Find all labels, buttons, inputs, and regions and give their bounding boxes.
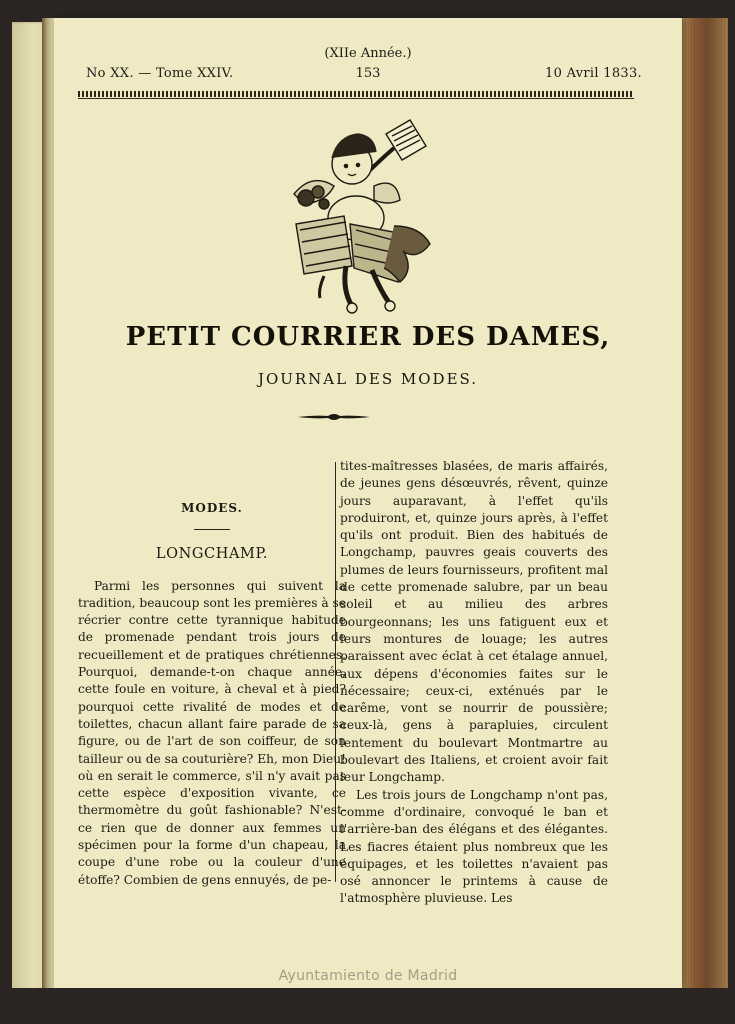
issue-date: 10 Avril 1833. <box>545 66 642 81</box>
header-rule-dotted <box>78 91 634 97</box>
article-paragraph: Les trois jours de Longchamp n'ont pas, comme d'ordinaire, convoqué le ban et l'arrière-ban des élégans et des élégantes. Les fiacres étaient plus nombreux que les équipages, et les toilettes n'avaient pas osé annoncer le printems à cause de l'atmosphère pluvieuse. Les <box>340 787 608 906</box>
masthead-title: PETIT COURRIER DES DAMES, <box>125 322 611 352</box>
article-title: LONGCHAMP. <box>155 546 269 563</box>
scan-bottom-border <box>0 988 735 1024</box>
marbled-fore-edge <box>676 18 728 990</box>
library-watermark: Ayuntamiento de Madrid <box>278 968 458 984</box>
article-left-column <box>78 458 346 889</box>
article-paragraph-continued: tites-maîtresses blasées, de maris affairés, de jeunes gens désœuvrés, rêvent, quinze jours auparavant, à l'effet qu'ils produiront, et, quinze jours après, à l'effet qu'ils ont produit. Bien des habitués de Longchamp, pauvres geais couverts des plumes de leurs fournisseurs, profitent mal de cette promenade salubre, par un beau soleil et au milieu des arbres bourgeonnans; les uns fatiguent eux et leurs montures de louage; les autres paraissent avec éclat à cet étalage annuel, aux dépens d'économies faites sur le nécessaire; ceux-ci, exténués par le carême, vont se nourrir de poussière; ceux-là, gens à parapluies, circulent lentement du boulevart Montmartre au boulevart des Italiens, et croient avoir fait leur Longchamp. <box>340 459 608 785</box>
journal-page <box>54 18 682 988</box>
article-right-column <box>340 458 608 908</box>
volume-year-label: (XIIe Année.) <box>324 46 412 61</box>
masthead-subtitle: JOURNAL DES MODES. <box>257 370 479 388</box>
issue-number: No XX. — Tome XXIV. <box>86 66 234 81</box>
section-rule <box>194 529 230 530</box>
section-heading: MODES. <box>181 501 243 515</box>
article-paragraph: Parmi les personnes qui suivent la tradition, beaucoup sont les premières à se récrier contre cette tyrannique habitude de promenade pendant trois jours de recueillement et de pratiques chrétiennes. Pourquoi, demande-t-on chaque année, cette foule en voiture, à cheval et à pied? pourquoi cette rivalité de modes et de toilettes, chacun allant faire parade de sa figure, ou de l'art de son coiffeur, de son tailleur ou de sa couturière? Eh, mon Dieu! où en serait le commerce, s'il n'y avait pas cette espèce d'exposition vivante, ce thermomètre du goût fashionable? N'est-ce rien que de donner aux femmes un spécimen pour la forme d'un chapeau, la coupe d'une robe ou la couleur d'une étoffe? Combien de gens ennuyés, de pe- <box>78 578 346 887</box>
cherub-with-fashion-plate-icon <box>234 106 434 316</box>
fleuron-divider-icon <box>298 412 370 422</box>
header-rule-solid <box>78 98 634 99</box>
page-number: 153 <box>355 66 381 81</box>
